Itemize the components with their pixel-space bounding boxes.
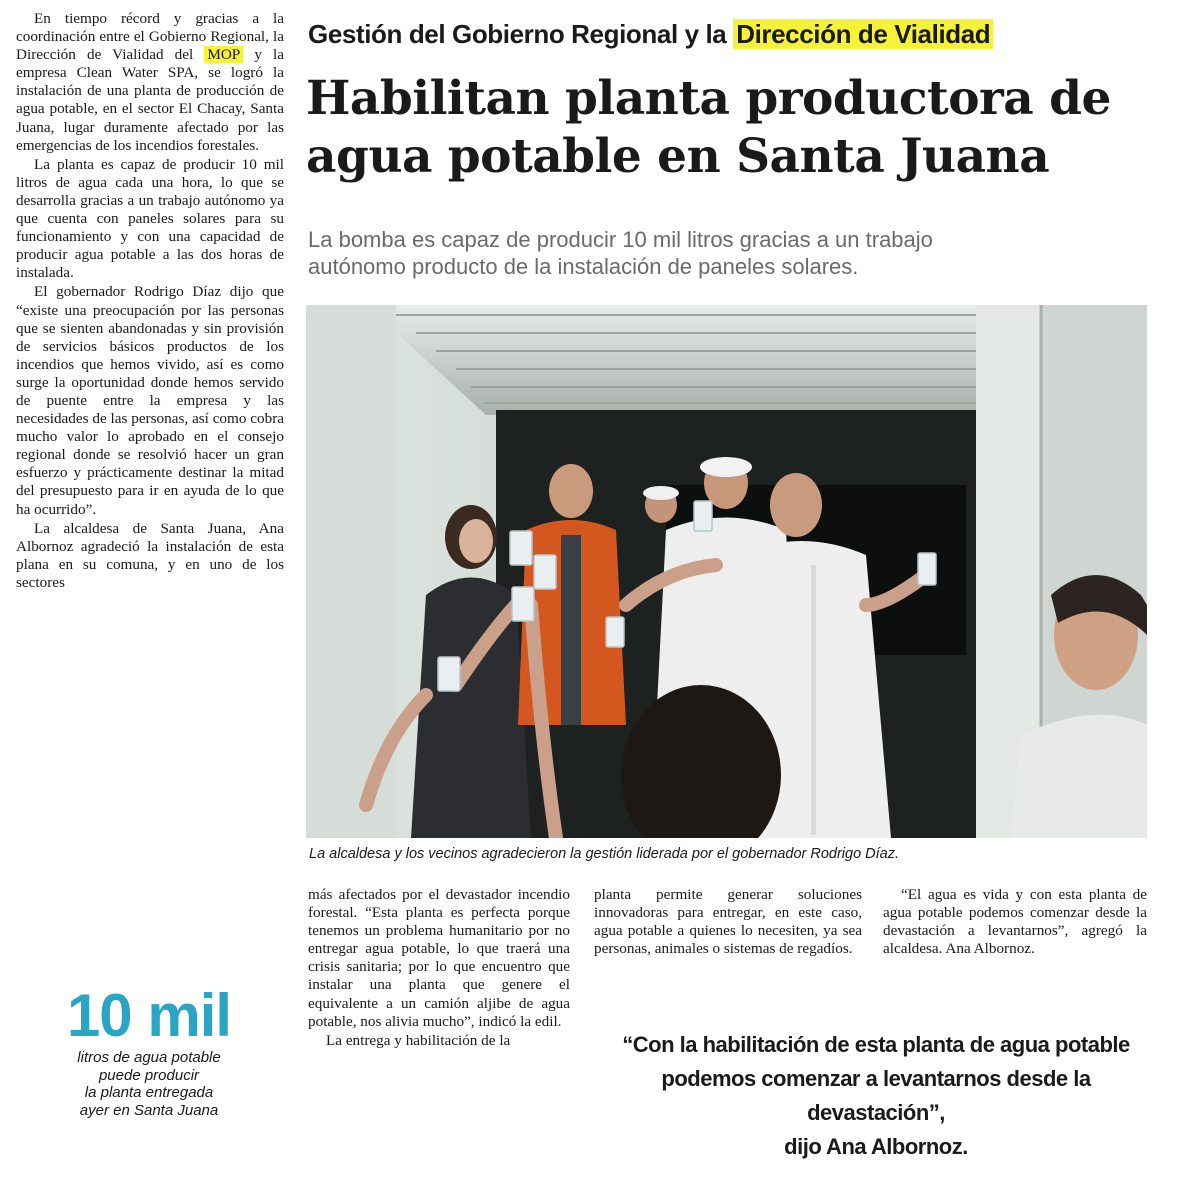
article-column-4: [883, 886, 1147, 959]
column-2-paragraph-2: La entrega y habilitación de la: [326, 1031, 511, 1049]
pull-quote: [590, 1028, 1162, 1164]
stat-caption-line: la planta entregada: [84, 1084, 214, 1101]
pull-quote-line-1: “Con la habilitación de esta planta de agua potable: [622, 1032, 1130, 1057]
stat-caption: [18, 1049, 280, 1119]
headline-line-2: agua potable en Santa Juana: [306, 129, 1050, 184]
left-paragraph-1: En tiempo récord y gracias a la coordinación entre el Gobierno Regional, la Dirección de Vialidad del MOP y la empresa Clean Water SPA, se logró la instalación de una planta de producción de agua potable, en el sector El Chacay, Santa Juana, lugar duramente afectado por las emergencias de los incendios forestales.: [16, 10, 285, 154]
left-article-column: [16, 10, 284, 593]
kicker: Gestión del Gobierno Regional y la Dirección de Vialidad: [308, 18, 993, 50]
stat-caption-line: puede producir: [98, 1066, 200, 1084]
subhead: [308, 226, 1168, 280]
kicker-highlight: Dirección de Vialidad: [733, 19, 993, 49]
stat-number: 10 mil: [66, 982, 232, 1049]
stat-caption-line: litros de agua potable: [77, 1049, 221, 1066]
article-column-2: [308, 886, 570, 1051]
subhead-line-2: autónomo producto de la instalación de paneles solares.: [308, 254, 859, 279]
left-paragraph-4: La alcaldesa de Santa Juana, Ana Albornoz agradeció la instalación de esta plana en su comuna, y en uno de los sectores: [16, 519, 284, 591]
headline-line-1: Habilitan planta productora de: [306, 71, 1111, 126]
column-4-paragraph-1: “El agua es vida y con esta planta de agua potable podemos comenzar desde la devastación a levantarnos”, agregó la alcaldesa. Ana Albornoz.: [883, 886, 1147, 958]
stat-box: [18, 982, 280, 1119]
headline: [306, 70, 1166, 186]
photo-illustration: [306, 305, 1147, 838]
photo-caption: La alcaldesa y los vecinos agradecieron la gestión liderada por el gobernador Rodrigo Díaz.: [309, 846, 900, 862]
column-2-paragraph-1: más afectados por el devastador incendio forestal. “Esta planta es perfecta porque tenemos un problema humanitario por no entregar agua potable, lo que traerá una crisis sanitaria; por lo que encuentro que instalar una planta que genere el equivalente a un camión aljibe de agua potable, nos alivia mucho”, indicó la edil.: [308, 886, 570, 1030]
subhead-line-1: La bomba es capaz de producir 10 mil litros gracias a un trabajo: [308, 227, 933, 252]
column-3-paragraph-1: planta permite generar soluciones innovadoras para entregar, en este caso, agua potable a quienes lo necesiten, ya sea personas, animales o sistemas de regadíos.: [594, 886, 862, 958]
highlight-mop: MOP: [204, 46, 243, 63]
left-paragraph-3: El gobernador Rodrigo Díaz dijo que “existe una preocupación por las personas que se sienten abandonadas y sin provisión de servicios básicos productos de los incendios que hemos vivido, así es como surge la oportunidad donde hemos servido de puente entre la empresa y las necesidades de las personas, así como cobra mucho valor lo aprobado en el consejo regional donde se resolvió hacer un gran esfuerzo y prácticamente destinar la mitad del presupuesto para ir en ayuda de lo que ha ocurrido”.: [16, 283, 284, 518]
pull-quote-line-2: podemos comenzar a levantarnos desde la devastación”,: [661, 1066, 1091, 1125]
stat-caption-line: ayer en Santa Juana: [79, 1101, 219, 1119]
pull-quote-attribution: dijo Ana Albornoz.: [784, 1134, 968, 1159]
news-photo: [306, 305, 1147, 838]
left-paragraph-2: La planta es capaz de producir 10 mil litros de agua cada una hora, lo que se desarrolla gracias a un trabajo autónomo ya que cuenta con paneles solares para su funcionamiento y con una capacidad de producir agua potable a las dos horas de instalada.: [16, 155, 284, 282]
article-column-3: [594, 886, 862, 959]
